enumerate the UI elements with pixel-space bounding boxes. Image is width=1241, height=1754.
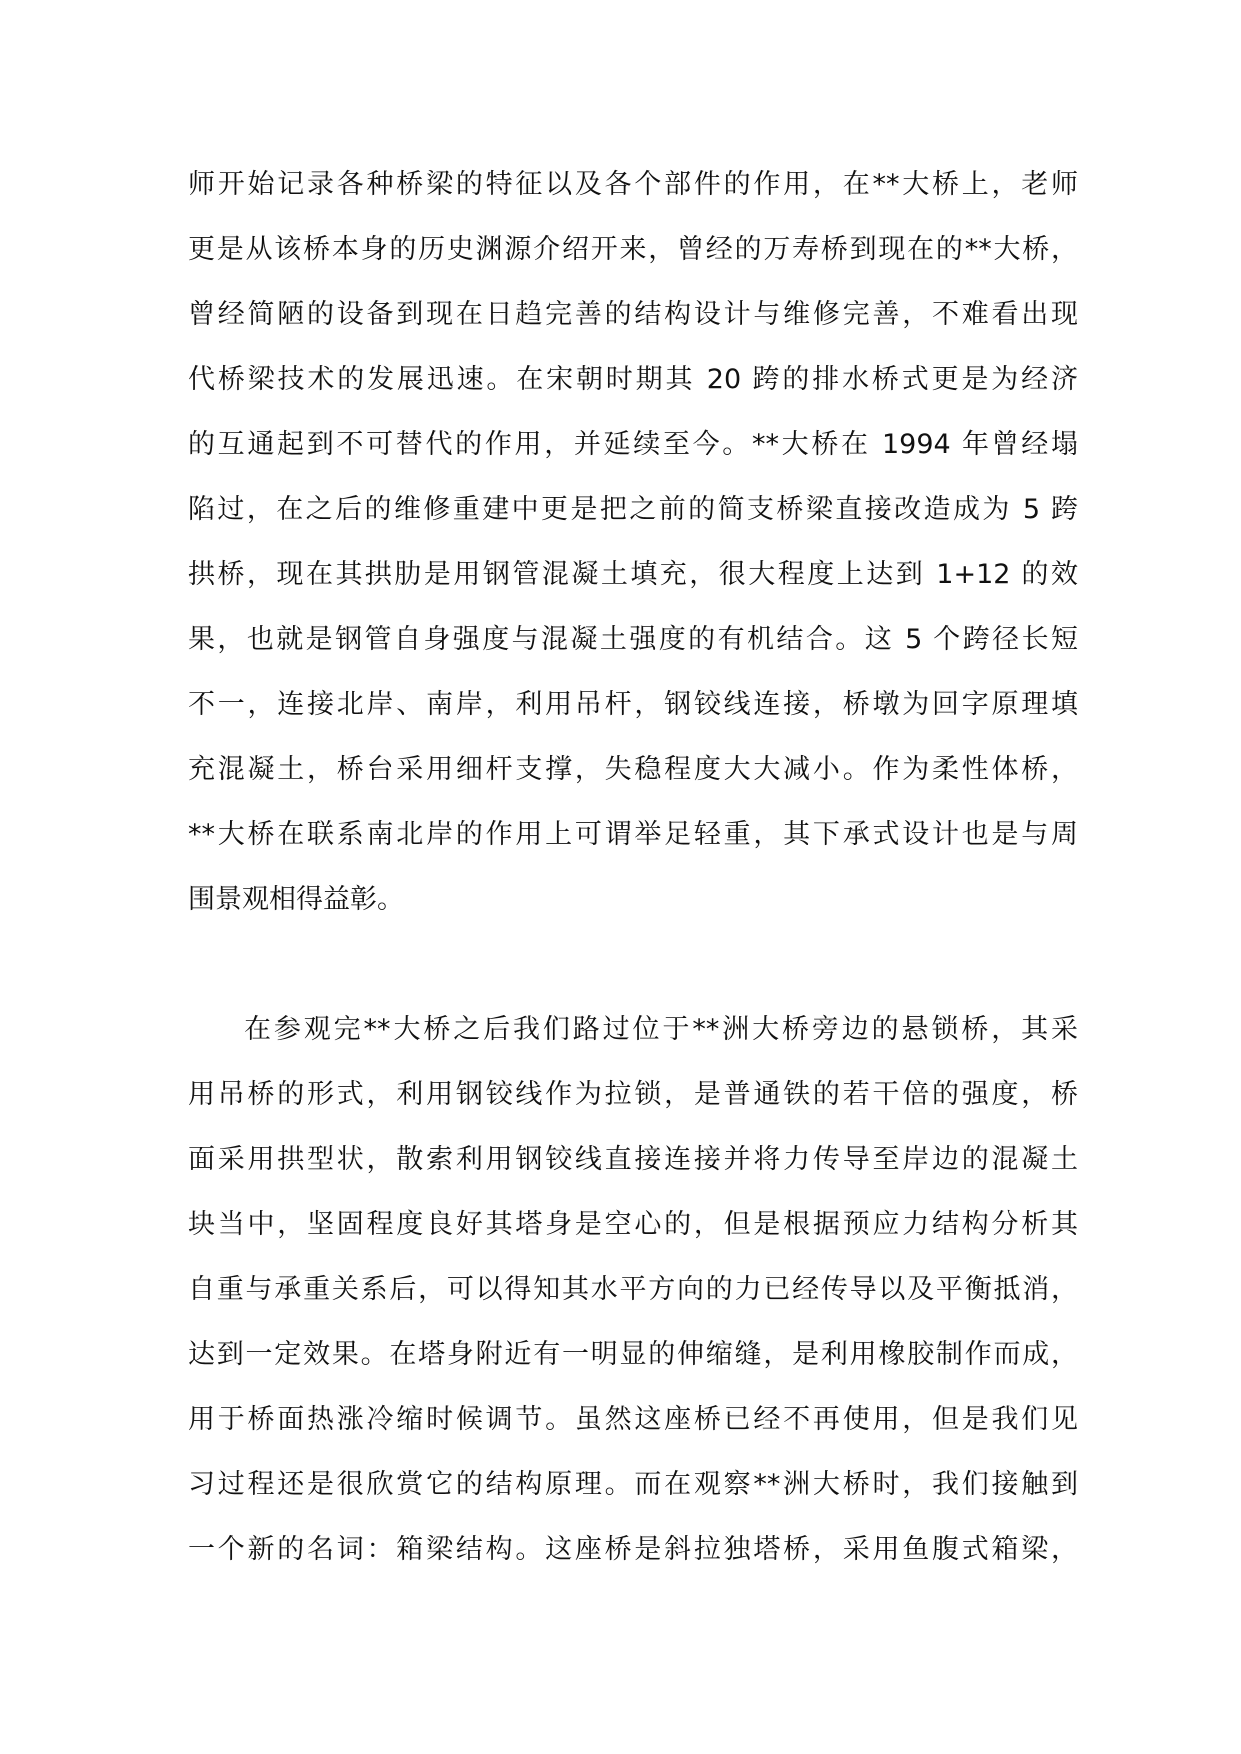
text-line: 更是从该桥本身的历史渊源介绍开来，曾经的万寿桥到现在的**大桥， — [188, 234, 1078, 265]
text-line: 用于桥面热涨冷缩时候调节。虽然这座桥已经不再使用，但是我们见 — [188, 1404, 1078, 1435]
text-line: 习过程还是很欣赏它的结构原理。而在观察**洲大桥时，我们接触到 — [188, 1469, 1078, 1500]
text-line: 达到一定效果。在塔身附近有一明显的伸缩缝，是利用橡胶制作而成， — [188, 1339, 1078, 1370]
text-line: 陷过，在之后的维修重建中更是把之前的简支桥梁直接改造成为 5 跨 — [188, 494, 1078, 525]
text-line: 面采用拱型状，散索利用钢铰线直接连接并将力传导至岸边的混凝土 — [188, 1144, 1078, 1175]
text-line: 的互通起到不可替代的作用，并延续至今。**大桥在 1994 年曾经塌 — [188, 429, 1078, 460]
text-line: 块当中，坚固程度良好其塔身是空心的，但是根据预应力结构分析其 — [188, 1209, 1078, 1240]
text-line: 自重与承重关系后，可以得知其水平方向的力已经传导以及平衡抵消， — [188, 1274, 1078, 1305]
text-line: **大桥在联系南北岸的作用上可谓举足轻重，其下承式设计也是与周 — [188, 819, 1078, 850]
text-line: 用吊桥的形式，利用钢铰线作为拉锁，是普通铁的若干倍的强度，桥 — [188, 1079, 1078, 1110]
text-line: 围景观相得益彰。 — [188, 884, 404, 915]
text-line: 代桥梁技术的发展迅速。在宋朝时期其 20 跨的排水桥式更是为经济 — [188, 364, 1078, 395]
text-line: 不一，连接北岸、南岸，利用吊杆，钢铰线连接，桥墩为回字原理填 — [188, 689, 1078, 720]
paragraph-1 — [188, 152, 1078, 932]
text-line: 在参观完**大桥之后我们路过位于**洲大桥旁边的悬锁桥，其采 — [244, 1014, 1078, 1045]
text-line: 拱桥，现在其拱肋是用钢管混凝土填充，很大程度上达到 1+12 的效 — [188, 559, 1078, 590]
paragraph-2 — [188, 997, 1078, 1582]
text-line: 充混凝土，桥台采用细杆支撑，失稳程度大大减小。作为柔性体桥， — [188, 754, 1078, 785]
text-line: 师开始记录各种桥梁的特征以及各个部件的作用，在**大桥上，老师 — [188, 169, 1078, 200]
text-line: 一个新的名词：箱梁结构。这座桥是斜拉独塔桥，采用鱼腹式箱梁， — [188, 1534, 1078, 1565]
text-line: 果，也就是钢管自身强度与混凝土强度的有机结合。这 5 个跨径长短 — [188, 624, 1078, 655]
text-line: 曾经简陋的设备到现在日趋完善的结构设计与维修完善，不难看出现 — [188, 299, 1078, 330]
